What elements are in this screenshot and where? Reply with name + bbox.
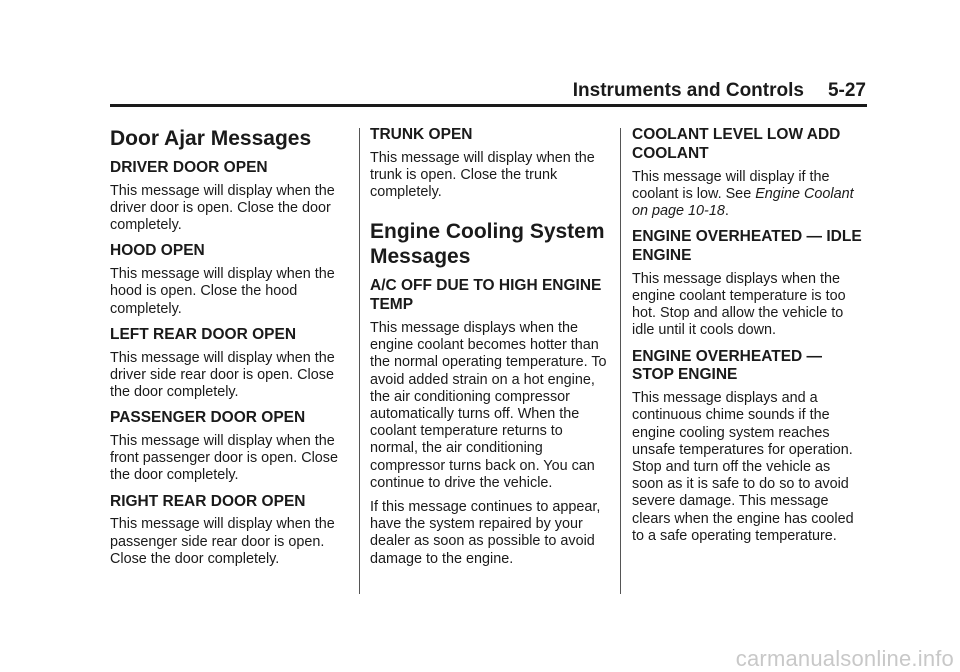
message-text: This message displays and a continuous chime sounds if the engine cooling system reaches unsafe temperatures for operation. Stop and turn off the vehicle as soon as it is safe to do so to avoid severe damage. This message clears when the engine has cooled to a safe operating temperature. [632, 390, 854, 544]
message-heading: LEFT REAR DOOR OPEN [110, 325, 297, 343]
message-text: This message will display when the passenger side rear door is open. Close the door completely. [110, 516, 335, 567]
header-rule [110, 104, 867, 107]
message-text: This message displays when the engine coolant becomes hotter than the normal operating temperature. To avoid added strain on a hot engine, the air conditioning compressor automatically turns off. When the coolant temperature returns to normal, the air conditioning compressor turns back on. You can continue to drive the vehicle. [370, 320, 607, 491]
message-text: This message will display when the front passenger door is open. Close the door completely. [110, 433, 338, 484]
message-text: If this message continues to appear, have the system repaired by your dealer as soon as possible to avoid damage to the engine. [370, 499, 601, 567]
message-heading: HOOD OPEN [110, 242, 205, 260]
column-1 [110, 126, 348, 575]
message-text [632, 169, 862, 221]
text-run: . [724, 203, 729, 219]
message-heading: RIGHT REAR DOOR OPEN [110, 492, 306, 510]
message-heading: TRUNK OPEN [370, 126, 473, 143]
message-heading: PASSENGER DOOR OPEN [110, 409, 306, 427]
message-heading: COOLANT LEVEL LOW ADD COOLANT [632, 126, 841, 162]
message-heading: A/C OFF DUE TO HIGH ENGINE TEMP [370, 277, 602, 314]
column-3 [632, 126, 862, 552]
message-text: This message will display when the hood is open. Close the hood completely. [110, 266, 335, 317]
text-run: This message will display if the coolant is low. See [632, 168, 830, 202]
message-text: This message will display when the driver door is open. Close the door completely. [110, 182, 335, 234]
page-header [110, 80, 866, 102]
cross-reference-link[interactable]: Engine Coolant on page 10-18 [632, 185, 854, 219]
column-divider [620, 128, 621, 594]
column-2 [370, 126, 608, 575]
message-text: This message will display when the trunk is open. Close the trunk completely. [370, 149, 595, 201]
section-heading: Door Ajar Messages [110, 127, 312, 150]
column-divider [359, 128, 360, 594]
message-text: This message displays when the engine coolant temperature is too hot. Stop and allow the vehicle to idle until it cools down. [632, 270, 846, 339]
section-heading: Engine Cooling System Messages [370, 220, 605, 269]
message-heading: ENGINE OVERHEATED — IDLE ENGINE [632, 228, 862, 264]
message-heading: ENGINE OVERHEATED — STOP ENGINE [632, 347, 823, 384]
message-text: This message will display when the driver side rear door is open. Close the door completely. [110, 349, 335, 401]
watermark: carmanualsonline.info [735, 646, 954, 671]
message-heading: DRIVER DOOR OPEN [110, 159, 268, 176]
page-number: 5-27 [827, 80, 866, 101]
section-title: Instruments and Controls [572, 80, 804, 101]
